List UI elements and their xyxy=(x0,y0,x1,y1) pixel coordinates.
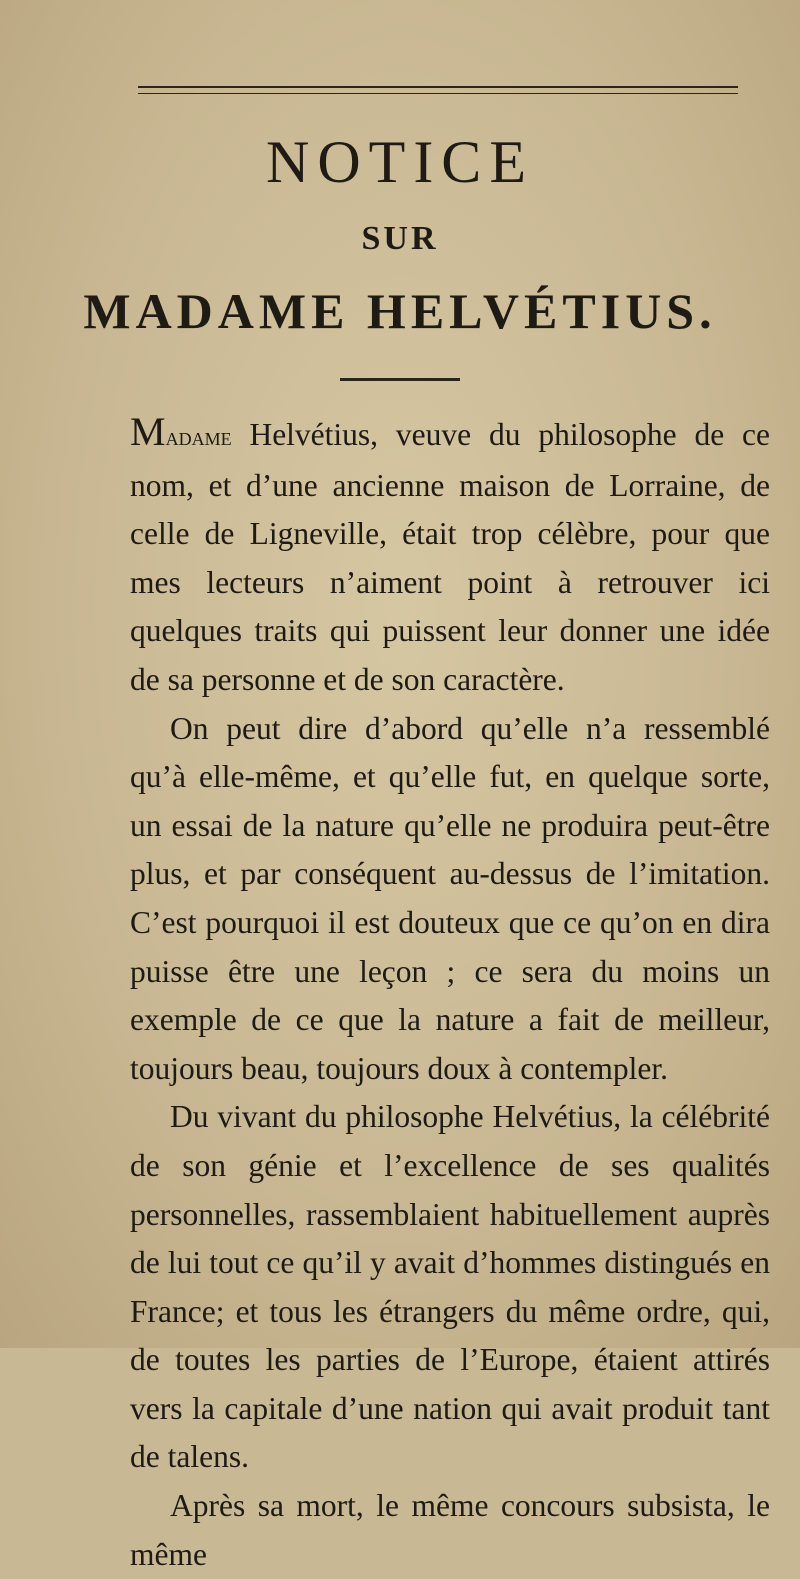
notice-title: NOTICE xyxy=(266,129,534,195)
paragraph-4: Après sa mort, le même concours subsista, le même xyxy=(130,1488,770,1572)
subject-heading: MADAME HELVÉTIUS. xyxy=(83,283,717,339)
paragraph-2: On peut dire d’abord qu’elle n’a ressemblé qu’à elle-même, et qu’elle fut, en quelque sorte, un essai de la nature qu’elle ne produira peut-être plus, et par conséquent au-dessus de l’imitation. C’est pourquoi il est douteux que ce qu’on en dira puisse être une leçon ; ce sera du moins un exemple de ce que la nature a fait de meilleur, toujours beau, toujours doux à contempler. xyxy=(130,710,770,1086)
sur-subtitle: SUR xyxy=(361,220,439,257)
top-double-rule xyxy=(138,86,738,88)
paragraph-1-text: Helvétius, veuve du philosophe de ce nom, et d’une ancienne maison de Lorraine, de celle de Ligneville, était trop célèbre, pour que mes lecteurs n’aiment point à retrouver ici quelques traits qui puissent leur donner une idée de sa personne et de son caractère. xyxy=(130,417,770,697)
paragraph-1 xyxy=(130,408,770,705)
drop-cap: M xyxy=(130,409,166,454)
body-text xyxy=(130,408,770,1579)
top-double-rule-thin xyxy=(138,93,738,94)
small-caps-word: adame xyxy=(165,422,232,451)
section-divider xyxy=(340,378,460,381)
paragraph-3: Du vivant du philosophe Helvétius, la célébrité de son génie et l’excellence de ses qualités personnelles, rassemblaient habituellement auprès de lui tout ce qu’il y avait d’hommes distingués en France; et tous les étrangers du même ordre, qui, de toutes les parties de l’Europe, étaient attirés vers la capitale d’une nation qui avait produit tant de talens. xyxy=(130,1099,770,1475)
